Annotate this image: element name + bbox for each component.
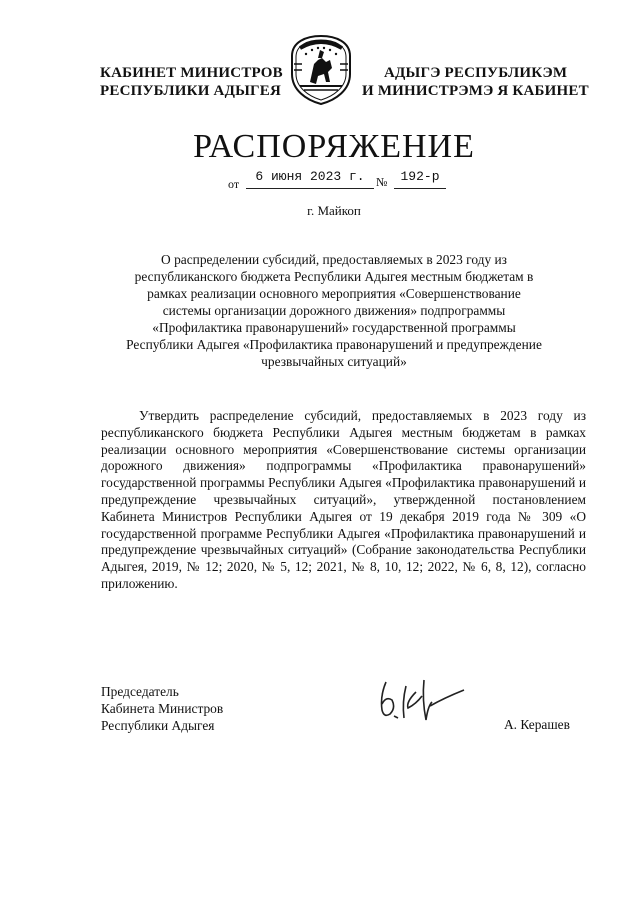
handwritten-signature-icon [372, 676, 476, 728]
document-title: РАСПОРЯЖЕНИЕ [193, 128, 475, 165]
document-date: 6 июня 2023 г. [246, 169, 374, 189]
issuer-adyghe-line-1: АДЫГЭ РЕСПУБЛИКЭМ [384, 65, 568, 81]
position-line-2: Кабинета Министров [101, 701, 224, 716]
issuer-adyghe-line-2: И МИНИСТРЭМЭ Я КАБИНЕТ [362, 83, 589, 99]
signatory-position [101, 683, 223, 734]
subject-line: республиканского бюджета Республики Адыгея местным бюджетам в [134, 269, 534, 284]
city-line: г. Майкоп [307, 203, 361, 218]
date-prefix: от [228, 177, 240, 191]
document-subject [118, 251, 550, 370]
signatory-name: А. Керашев [504, 717, 570, 732]
subject-line: рамках реализации основного мероприятия «Совершенствование [147, 286, 521, 301]
number-prefix: № [376, 175, 388, 189]
subject-line: О распределении субсидий, предоставляемых в 2023 году из [161, 252, 507, 267]
issuer-line-2: РЕСПУБЛИКИ АДЫГЕЯ [100, 83, 282, 99]
position-line-3: Республики Адыгея [101, 718, 215, 733]
issuer-name-adyghe [362, 64, 589, 100]
issuer-line-1: КАБИНЕТ МИНИСТРОВ [100, 65, 283, 81]
subject-line: системы организации дорожного движения» подпрограммы [162, 303, 506, 318]
body-paragraph: Утвердить распределение субсидий, предоставляемых в 2023 году из республиканского бюджета Республики Адыгея местным бюджетам в рамках реализации основного мероприятия «Совершенствование системы организации дорожного движения» подпрограммы «Профилактика правонарушений» государственной программы Республики Адыгея «Профилактика правонарушений и предупреждение чрезвычайных ситуаций», утвержденной постановлением Кабинета Министров Республики Адыгея от 19 декабря 2019 года № 309 «О государственной программе Республики Адыгея «Профилактика правонарушений и предупреждение чрезвычайных ситуаций» (Собрание законодательства Республики Адыгея, 2019, № 12; 2020, № 5, 12; 2021, № 8, 10, 12; 2022, № 6, 8, 12), согласно приложению. [101, 408, 586, 591]
document-number: 192-р [394, 169, 446, 189]
coat-of-arms-icon [288, 34, 354, 106]
position-line-1: Председатель [101, 684, 179, 699]
subject-line: Республики Адыгея «Профилактика правонарушений и предупреждение [126, 337, 542, 352]
subject-line: «Профилактика правонарушений» государственной программы [152, 320, 516, 335]
issuer-name-russian [100, 64, 283, 100]
subject-line: чрезвычайных ситуаций» [261, 354, 407, 369]
date-number-line [228, 169, 488, 193]
